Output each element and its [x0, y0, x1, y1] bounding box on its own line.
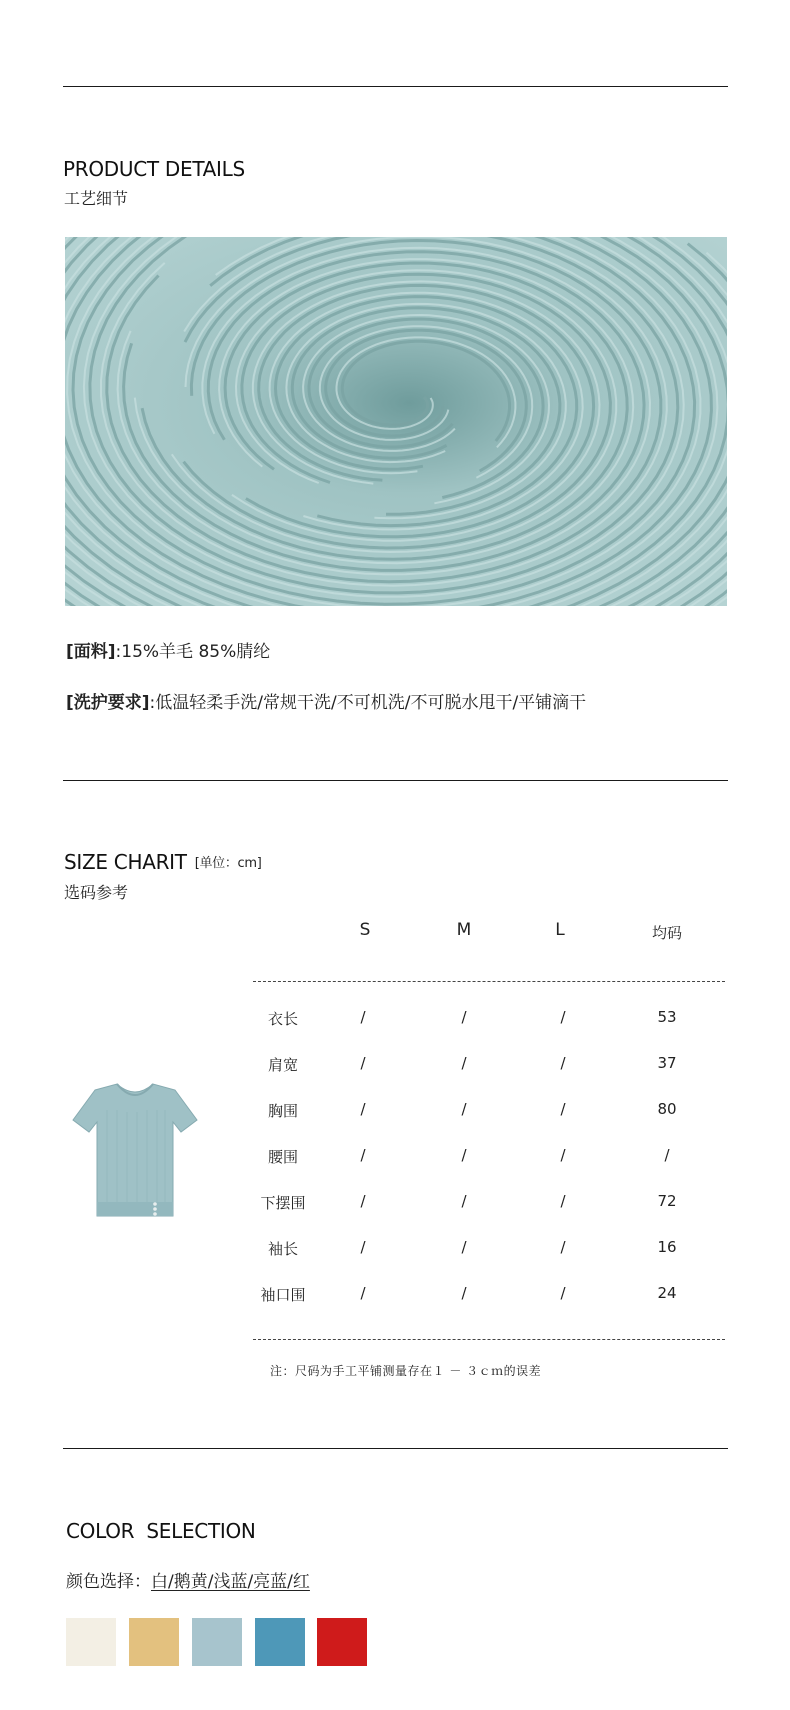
size-chart-title: [64, 850, 262, 874]
row-label: 袖长: [267, 1240, 298, 1258]
cell-s: /: [360, 1238, 366, 1256]
cell-l: /: [560, 1100, 566, 1118]
row-label: 衣长: [267, 1010, 298, 1028]
cell-one-size: 16: [657, 1238, 677, 1256]
col-header-s: S: [359, 920, 371, 940]
cell-l: /: [560, 1008, 566, 1026]
swatch-bright-blue[interactable]: [255, 1618, 305, 1666]
table-row: [253, 1146, 725, 1192]
cell-s: /: [360, 1054, 366, 1072]
care-label: [洗护要求]: [66, 693, 150, 713]
cell-s: /: [360, 1192, 366, 1210]
fabric-composition: [66, 637, 270, 662]
table-row: [253, 1284, 725, 1330]
cell-one-size: 53: [657, 1008, 677, 1026]
table-row: [253, 1054, 725, 1100]
row-label: 胸围: [267, 1102, 298, 1120]
cell-m: /: [461, 1100, 467, 1118]
table-divider-bottom: [253, 1339, 725, 1340]
cell-l: /: [560, 1238, 566, 1256]
table-row: [253, 1238, 725, 1284]
swatch-light-blue[interactable]: [192, 1618, 242, 1666]
table-row: [253, 1192, 725, 1238]
product-details-title: PRODUCT DETAILS: [63, 157, 245, 181]
cell-l: /: [560, 1054, 566, 1072]
short-sleeve-knit-tee-image: [65, 1080, 205, 1225]
cell-s: /: [360, 1100, 366, 1118]
care-value: :低温轻柔手洗/常规干洗/不可机洗/不可脱水甩干/平铺滴干: [149, 693, 587, 713]
row-label: 袖口围: [260, 1286, 306, 1304]
knit-fabric-swirl-image: [65, 237, 727, 606]
color-options-list: 白/鹅黄/浅蓝/亮蓝/红: [151, 1572, 310, 1592]
cell-s: /: [360, 1284, 366, 1302]
divider-size: [63, 780, 728, 781]
product-details-subtitle: 工艺细节: [64, 189, 129, 208]
table-row: [253, 1100, 725, 1146]
swatch-goose-yellow[interactable]: [129, 1618, 179, 1666]
swatch-red[interactable]: [317, 1618, 367, 1666]
color-options-label: 颜色选择：: [66, 1572, 151, 1592]
cell-one-size: 72: [657, 1192, 677, 1210]
divider-top: [63, 86, 728, 87]
cell-m: /: [461, 1146, 467, 1164]
size-chart-title-text: SIZE CHARIT: [64, 850, 187, 874]
col-header-l: L: [555, 920, 565, 940]
cell-l: /: [560, 1284, 566, 1302]
col-header-m: M: [456, 920, 472, 940]
row-label: 下摆围: [260, 1194, 306, 1212]
table-divider-top: [253, 981, 725, 982]
cell-m: /: [461, 1054, 467, 1072]
cell-one-size: 24: [657, 1284, 677, 1302]
divider-color: [63, 1448, 728, 1449]
cell-s: /: [360, 1146, 366, 1164]
size-chart-subtitle: 选码参考: [64, 883, 129, 902]
row-label: 腰围: [267, 1148, 298, 1166]
care-instructions: [66, 688, 586, 713]
cell-m: /: [461, 1192, 467, 1210]
color-selection-title: COLOR SELECTION: [66, 1519, 256, 1543]
color-options-line: [66, 1567, 310, 1592]
fabric-label: [面料]: [66, 642, 116, 662]
row-label: 肩宽: [267, 1056, 298, 1074]
cell-s: /: [360, 1008, 366, 1026]
cell-one-size: 37: [657, 1054, 677, 1072]
swatch-white[interactable]: [66, 1618, 116, 1666]
col-header-one-size: 均码: [651, 924, 683, 942]
size-unit: [单位：cm]: [194, 856, 262, 871]
cell-l: /: [560, 1192, 566, 1210]
cell-m: /: [461, 1008, 467, 1026]
table-row: [253, 1008, 725, 1054]
cell-l: /: [560, 1146, 566, 1164]
fabric-value: :15%羊毛 85%腈纶: [115, 642, 271, 662]
cell-m: /: [461, 1238, 467, 1256]
size-note: 注：尺码为手工平铺测量存在１ － ３ｃｍ的误差: [270, 1364, 542, 1378]
cell-one-size: /: [664, 1146, 670, 1164]
cell-one-size: 80: [657, 1100, 677, 1118]
cell-m: /: [461, 1284, 467, 1302]
